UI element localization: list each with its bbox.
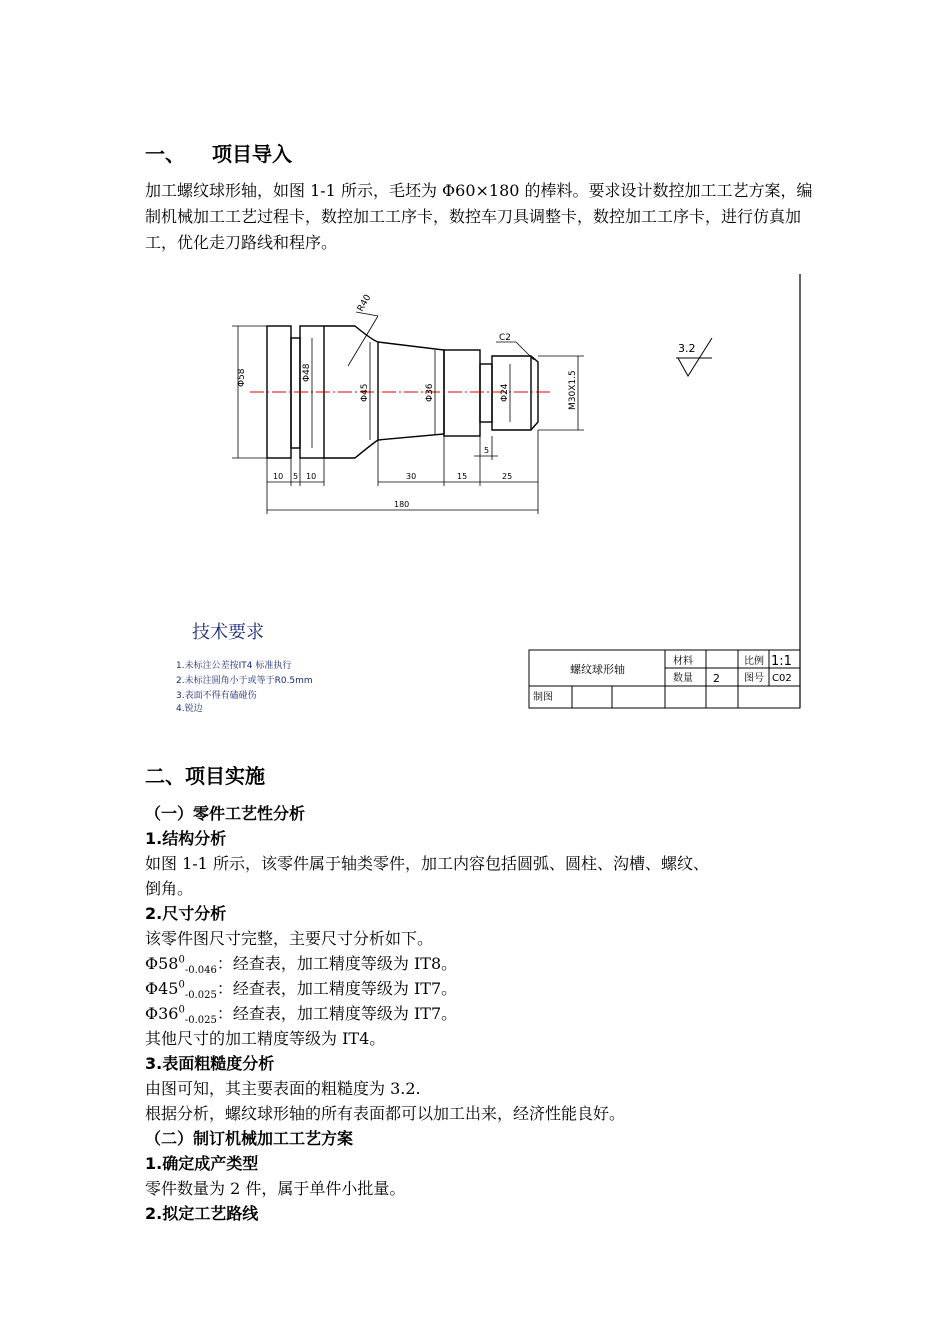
tech-req-1: 1.未标注公差按IT4 标准执行	[176, 661, 292, 671]
s2-other: 其他尺寸的加工精度等级为 IT4。	[145, 1029, 386, 1048]
dim-r40: R40	[355, 293, 374, 314]
title-scale-label: 比例	[744, 656, 764, 667]
title-qty-label: 数量	[673, 673, 693, 684]
dim-d48: Φ48	[302, 363, 312, 382]
title-drawn-label: 制图	[533, 692, 553, 703]
dim-w5b: 5	[484, 446, 490, 455]
subsection2-title: （二）制订机械加工工艺方案	[145, 1129, 354, 1148]
title-drawing-no-label: 图号	[744, 673, 764, 684]
tech-req-title: 技术要求	[192, 622, 264, 643]
section-title: 项目导入	[212, 142, 292, 166]
dim-c2: C2	[499, 333, 512, 343]
tech-req-4: 4.锐边	[176, 704, 203, 714]
dim-d58: Φ58	[237, 368, 247, 387]
s2-head: 2.尺寸分析	[145, 904, 227, 923]
s1-text2: 倒角。	[145, 879, 194, 898]
title-qty-value: 2	[713, 672, 720, 685]
s1-text1: 如图 1-1 所示，该零件属于轴类零件，加工内容包括圆弧、圆柱、沟槽、螺纹、	[145, 854, 709, 873]
tolerance-line-2: $\Phi 45^0_{-0.025}$：经查表，加工精度等级为 IT7。	[145, 979, 458, 1002]
s3-text1: 由图可知，其主要表面的粗糙度为 3.2.	[145, 1079, 421, 1098]
s3-head: 3.表面粗糙度分析	[145, 1054, 275, 1073]
roughness-value: 3.2	[678, 342, 696, 355]
title-material-label: 材料	[673, 656, 693, 667]
dim-total: 180	[394, 500, 410, 509]
dim-d24: Φ24	[500, 383, 510, 402]
tolerance-line-3: $\Phi 36^0_{-0.025}$：经查表，加工精度等级为 IT7。	[145, 1004, 458, 1027]
dim-w15: 15	[457, 472, 468, 481]
s3-text2: 根据分析，螺纹球形轴的所有表面都可以加工出来，经济性能良好。	[145, 1104, 626, 1123]
part-drawing	[0, 260, 950, 720]
p1-text: 零件数量为 2 件，属于单件小批量。	[145, 1179, 406, 1198]
dim-w25: 25	[502, 472, 513, 481]
p2-head: 2.拟定工艺路线	[145, 1204, 259, 1223]
s2-text: 该零件图尺寸完整，主要尺寸分析如下。	[145, 929, 434, 948]
tolerance-line-1: $\Phi 58^0_{-0.046}$：经查表，加工精度等级为 IT8。	[145, 954, 458, 977]
dim-w5: 5	[293, 472, 299, 481]
subsection1-title: （一）零件工艺性分析	[145, 804, 306, 823]
dim-d36: Φ36	[425, 383, 435, 402]
title-drawing-no-value: C02	[772, 673, 792, 684]
tech-req-3: 3.表面不得有磕碰伤	[176, 691, 257, 701]
dim-w10a: 10	[273, 472, 284, 481]
s1-head: 1.结构分析	[145, 829, 227, 848]
dim-w30: 30	[406, 472, 417, 481]
roughness-symbol	[676, 338, 712, 376]
section-number: 一、	[145, 142, 185, 166]
title-scale-value: 1:1	[771, 654, 792, 669]
p1-head: 1.确定成产类型	[145, 1154, 259, 1173]
intro-paragraph: 加工螺纹球形轴，如图 1-1 所示，毛坯为 Φ60×180 的棒料。要求设计数控加工工艺方案，编制机械加工工艺过程卡，数控加工工序卡，数控车刀具调整卡，数控加工工序卡，进行仿真加工，优化走刀路线和程序。	[145, 181, 813, 252]
dim-w10b: 10	[306, 472, 317, 481]
title-part-name: 螺纹球形轴	[570, 663, 625, 676]
tech-req-2: 2.未标注圆角小于或等于R0.5mm	[176, 676, 313, 686]
section2-title: 二、项目实施	[145, 764, 265, 788]
dim-d45: Φ45	[360, 383, 370, 402]
dim-thread: M30X1.5	[568, 370, 578, 410]
